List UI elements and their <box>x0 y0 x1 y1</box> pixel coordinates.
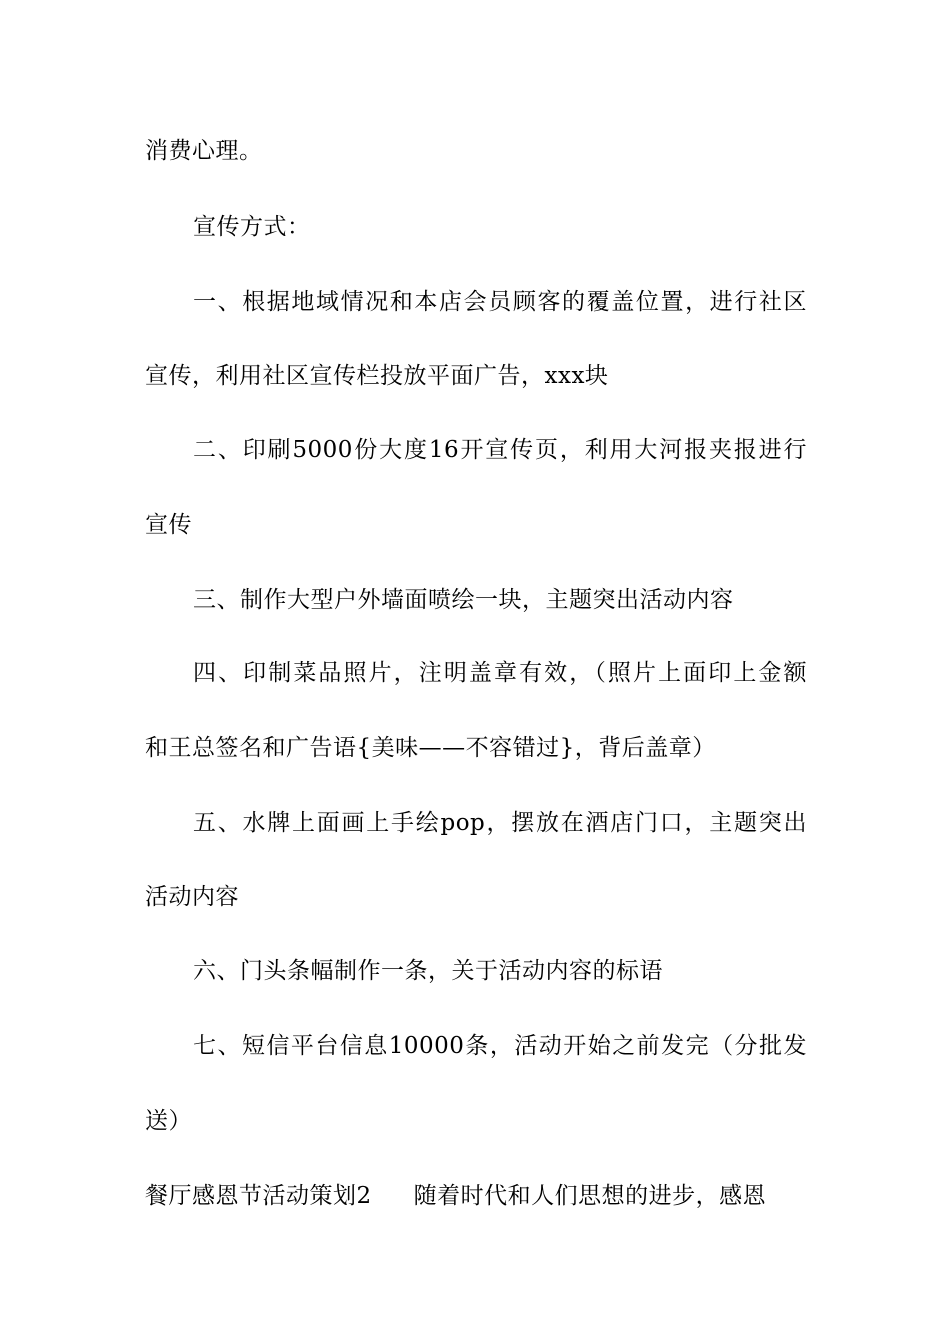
list-item-2: 二、印刷5000份大度16开宣传页，利用大河报夹报进行 <box>193 437 807 463</box>
list-item-2-continued: 宣传 <box>145 512 192 538</box>
list-item-1: 一、根据地域情况和本店会员顾客的覆盖位置，进行社区 <box>193 289 807 315</box>
list-item-5: 五、水牌上面画上手绘pop，摆放在酒店门口，主题突出 <box>193 810 807 836</box>
list-item-1-continued: 宣传，利用社区宣传栏投放平面广告，xxx块 <box>145 363 609 389</box>
list-item-5-continued: 活动内容 <box>145 884 239 910</box>
list-item-4: 四、印制菜品照片，注明盖章有效，（照片上面印上金额 <box>193 660 807 686</box>
list-item-7-continued: 送） <box>145 1108 192 1134</box>
section-heading: 宣传方式： <box>193 214 311 240</box>
next-section-line <box>145 1181 807 1211</box>
section-title: 餐厅感恩节活动策划2 <box>145 1183 372 1209</box>
list-item-7: 七、短信平台信息10000条，活动开始之前发完（分批发 <box>193 1033 807 1059</box>
paragraph-line: 消费心理。 <box>145 138 263 164</box>
list-item-6: 六、门头条幅制作一条，关于活动内容的标语 <box>193 958 663 984</box>
list-item-3: 三、制作大型户外墙面喷绘一块，主题突出活动内容 <box>193 587 734 613</box>
section-intro-text: 随着时代和人们思想的进步，感恩 <box>413 1183 767 1209</box>
list-item-4-continued: 和王总签名和广告语{美味——不容错过}，背后盖章） <box>145 735 716 761</box>
